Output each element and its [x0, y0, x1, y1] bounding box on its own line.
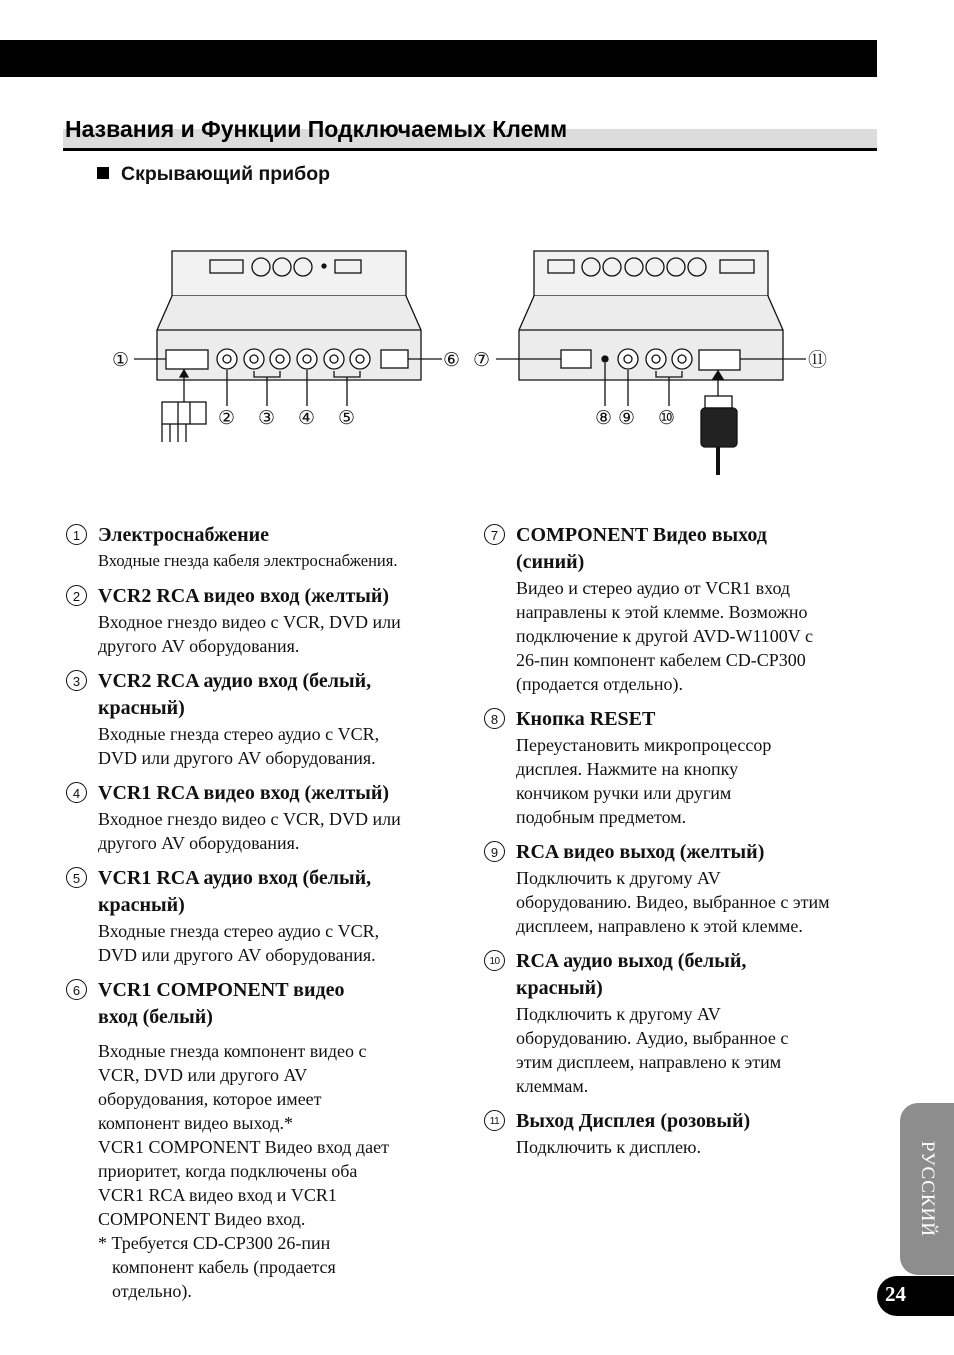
item-body-line: Входные гнезда стерео аудио с VCR,: [98, 921, 380, 941]
item-body-line: приоритет, когда подключены оба: [98, 1161, 358, 1181]
item-title-line: вход (белый): [98, 1006, 213, 1028]
item-body: Входные гнезда кабеля электроснабжения.: [98, 551, 398, 570]
item-title-line: VCR1 COMPONENT видео: [98, 979, 345, 1001]
item-body-line: VCR, DVD или другого AV: [98, 1065, 308, 1085]
item-title: VCR2 RCA видео вход (желтый): [98, 585, 390, 607]
callout-2: ②: [218, 407, 236, 429]
item-body-line: оборудованию. Аудио, выбранное с: [516, 1028, 789, 1048]
subsection-title: Скрывающий прибор: [121, 163, 331, 185]
item-title: VCR1 RCA видео вход (желтый): [98, 782, 390, 804]
square-bullet-icon: [97, 167, 109, 179]
item-number: 7: [484, 524, 505, 545]
list-item: [484, 522, 879, 696]
item-title-line: VCR1 RCA аудио вход (белый,: [98, 867, 372, 889]
item-body-line: другого AV оборудования.: [98, 636, 300, 656]
callout-11: ⑪: [808, 349, 828, 371]
item-body-line: оборудованию. Видео, выбранное с этим: [516, 892, 830, 912]
item-body-line: подключение к другой AVD-W1100V с: [516, 626, 813, 646]
item-body-line: COMPONENT Видео вход.: [98, 1209, 306, 1229]
item-body-line: DVD или другого AV оборудования.: [98, 945, 376, 965]
item-body-line: Входные гнезда стерео аудио с VCR,: [98, 724, 380, 744]
list-item: [66, 865, 461, 967]
item-title-line: RCA аудио выход (белый,: [516, 950, 747, 972]
item-number: 2: [66, 585, 87, 606]
item-body-line: Входное гнездо видео с VCR, DVD или: [98, 612, 401, 632]
callout-8: ⑧: [595, 407, 613, 429]
item-body-line: дисплея. Нажмите на кнопку: [516, 759, 739, 779]
item-number: 10: [484, 950, 505, 971]
item-body-line: этим дисплеем, направлено к этим: [516, 1052, 782, 1072]
callout-9: ⑨: [618, 407, 636, 429]
item-title: RCA видео выход (желтый): [516, 841, 765, 863]
callout-3: ③: [258, 407, 276, 429]
item-body-line: VCR1 RCA видео вход и VCR1: [98, 1185, 337, 1205]
subsection-heading: [97, 163, 330, 186]
section-heading: [63, 112, 877, 151]
list-item: [484, 706, 879, 829]
item-body-line: направлены к этой клемме. Возможно: [516, 602, 808, 622]
item-title-line: (синий): [516, 551, 585, 573]
item-body-line: DVD или другого AV оборудования.: [98, 748, 376, 768]
item-number: 6: [66, 979, 87, 1000]
list-item: [484, 948, 879, 1098]
item-body-line: кончиком ручки или другим: [516, 783, 732, 803]
item-body-line: подобным предметом.: [516, 807, 687, 827]
language-tab: [900, 1103, 954, 1275]
right-unit-figure: [496, 251, 806, 475]
item-title-line: COMPONENT Видео выход: [516, 524, 767, 546]
item-body-line: 26-пин компонент кабелем CD-CP300: [516, 650, 806, 670]
callout-6: ⑥: [443, 349, 461, 371]
item-title: Выход Дисплея (розовый): [516, 1110, 751, 1132]
item-title: Кнопка RESET: [516, 708, 656, 730]
callout-7: ⑦: [473, 349, 491, 371]
language-label: РУССКИЙ: [917, 1140, 938, 1238]
item-body-line: VCR1 COMPONENT Видео вход дает: [98, 1137, 389, 1157]
callout-4: ④: [298, 407, 316, 429]
list-item: [484, 839, 879, 938]
item-body-line: Входные гнезда компонент видео с: [98, 1041, 367, 1061]
list-item: [66, 583, 461, 658]
page-title: Названия и Функции Подключаемых Клемм: [65, 116, 568, 142]
item-number: 11: [484, 1110, 505, 1131]
item-body-line: Видео и стерео аудио от VCR1 вход: [516, 578, 791, 598]
item-body-line: Переустановить микропроцессор: [516, 735, 772, 755]
item-body-line: (продается отдельно).: [516, 674, 683, 694]
callout-5: ⑤: [338, 407, 356, 429]
list-item: [66, 780, 461, 855]
item-title-line: красный): [98, 697, 185, 719]
item-title-line: красный): [516, 977, 603, 999]
item-body-line: дисплеем, направлено к этой клемме.: [516, 916, 803, 936]
left-column: [66, 522, 461, 1313]
item-body: Подключить к дисплею.: [516, 1137, 701, 1157]
list-item: [66, 977, 461, 1303]
item-body-line: Подключить к другому AV: [516, 1004, 721, 1024]
item-number: 8: [484, 708, 505, 729]
item-body-line: другого AV оборудования.: [98, 833, 300, 853]
page-number-badge: [877, 1276, 954, 1316]
item-body-line: компонент видео выход.*: [98, 1113, 293, 1133]
item-title-line: VCR2 RCA аудио вход (белый,: [98, 670, 372, 692]
right-column: [484, 522, 879, 1169]
list-item: [66, 522, 461, 573]
footnote-line: отдельно).: [112, 1281, 192, 1301]
callout-10: ⑩: [658, 407, 676, 429]
header-bar: [0, 40, 877, 77]
item-title: Электроснабжение: [98, 524, 270, 546]
list-item: [66, 668, 461, 770]
footnote-line: компонент кабель (продается: [112, 1257, 336, 1277]
item-title-line: красный): [98, 894, 185, 916]
item-number: 9: [484, 841, 505, 862]
item-body-line: Входное гнездо видео с VCR, DVD или: [98, 809, 401, 829]
page-number: 24: [885, 1282, 906, 1306]
callout-1: ①: [112, 349, 130, 371]
item-number: 5: [66, 867, 87, 888]
item-number: 4: [66, 782, 87, 803]
item-body-line: Подключить к другому AV: [516, 868, 721, 888]
item-number: 1: [66, 524, 87, 545]
item-body-line: клеммам.: [516, 1076, 589, 1096]
left-unit-figure: [134, 251, 442, 442]
terminal-diagram: [100, 240, 860, 490]
item-number: 3: [66, 670, 87, 691]
list-item: [484, 1108, 879, 1159]
item-body-line: оборудования, которое имеет: [98, 1089, 322, 1109]
footnote-line: * Требуется CD-CP300 26-пин: [98, 1233, 331, 1253]
